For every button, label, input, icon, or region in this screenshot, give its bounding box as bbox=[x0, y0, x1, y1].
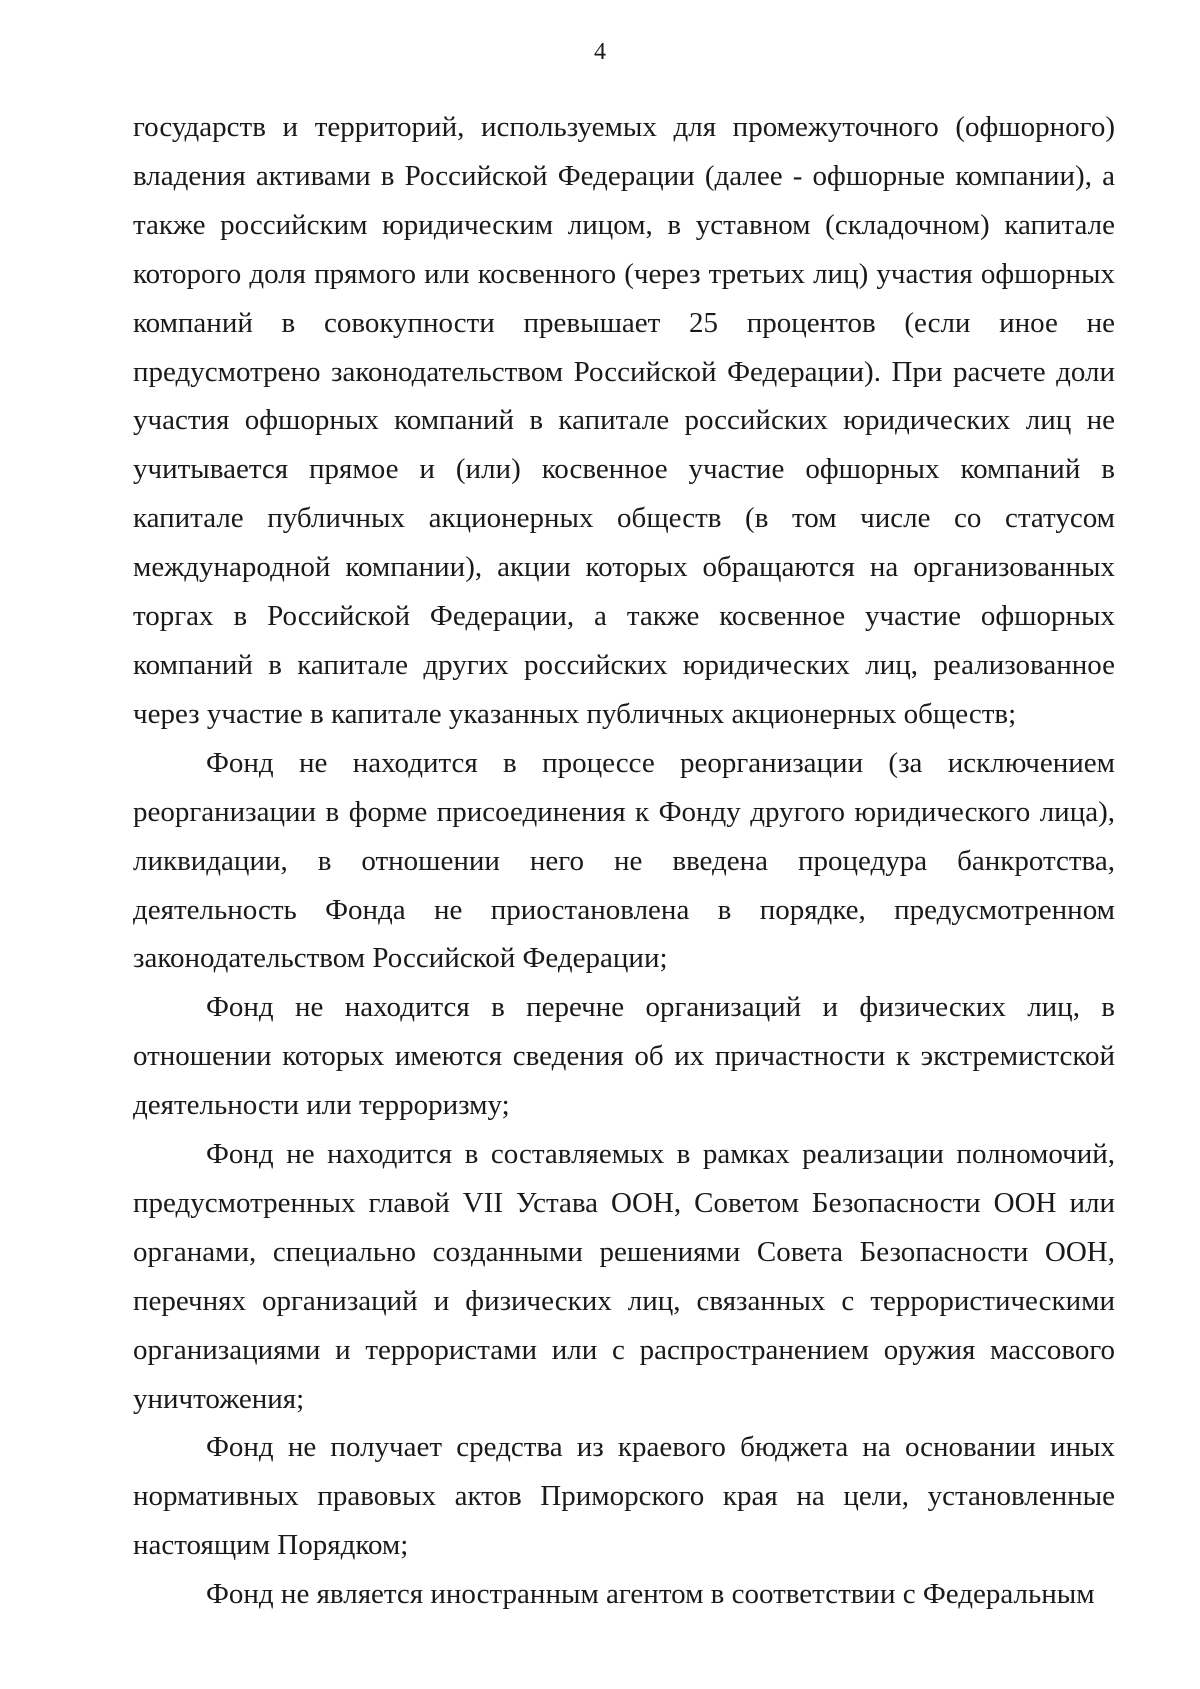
paragraph-un-security-council-list: Фонд не находится в составляемых в рамках реализации полномочий, предусмотренных главой VII Устава ООН, Советом Безопасности ООН или органами, специально созданными решениями Совета Безопасности ООН, перечнях организаций и физических лиц, связанных с террористическими организациями и террористами или с распространением оружия массового уничтожения; bbox=[133, 1138, 1115, 1415]
paragraph-reorganization: Фонд не находится в процессе реорганизации (за исключением реорганизации в форме присоединения к Фонду другого юридического лица), ликвидации, в отношении него не введена процедура банкротства, деятельность Фонда не приостановлена в порядке, предусмотренном законодательством Российской Федерации; bbox=[133, 746, 1115, 975]
paragraph-offshore-companies: государств и территорий, используемых для промежуточного (офшорного) владения активами в Российской Федерации (далее - офшорные компании), а также российским юридическим лицом, в уставном (складочном) капитале которого доля прямого или косвенного (через третьих лиц) участия офшорных компаний в совокупности превышает 25 процентов (если иное не предусмотрено законодательством Российской Федерации). При расчете доли участия офшорных компаний в капитале российских юридических лиц не учитывается прямое и (или) косвенное участие офшорных компаний в капитале публичных акционерных обществ (в том числе со статусом международной компании), акции которых обращаются на организованных торгах в Российской Федерации, а также косвенное участие офшорных компаний в капитале других российских юридических лиц, реализованное через участие в капитале указанных публичных акционерных обществ; bbox=[133, 111, 1115, 730]
paragraph-regional-budget-funds: Фонд не получает средства из краевого бюджета на основании иных нормативных правовых актов Приморского края на цели, установленные настоящим Порядком; bbox=[133, 1431, 1115, 1562]
paragraph-foreign-agent: Фонд не является иностранным агентом в соответствии с Федеральным bbox=[206, 1578, 1095, 1611]
page-number: 4 bbox=[594, 39, 606, 65]
paragraph-extremism-list: Фонд не находится в перечне организаций и физических лиц, в отношении которых имеются сведения об их причастности к экстремистской деятельности или терроризму; bbox=[133, 991, 1115, 1122]
document-body bbox=[133, 103, 1115, 1619]
